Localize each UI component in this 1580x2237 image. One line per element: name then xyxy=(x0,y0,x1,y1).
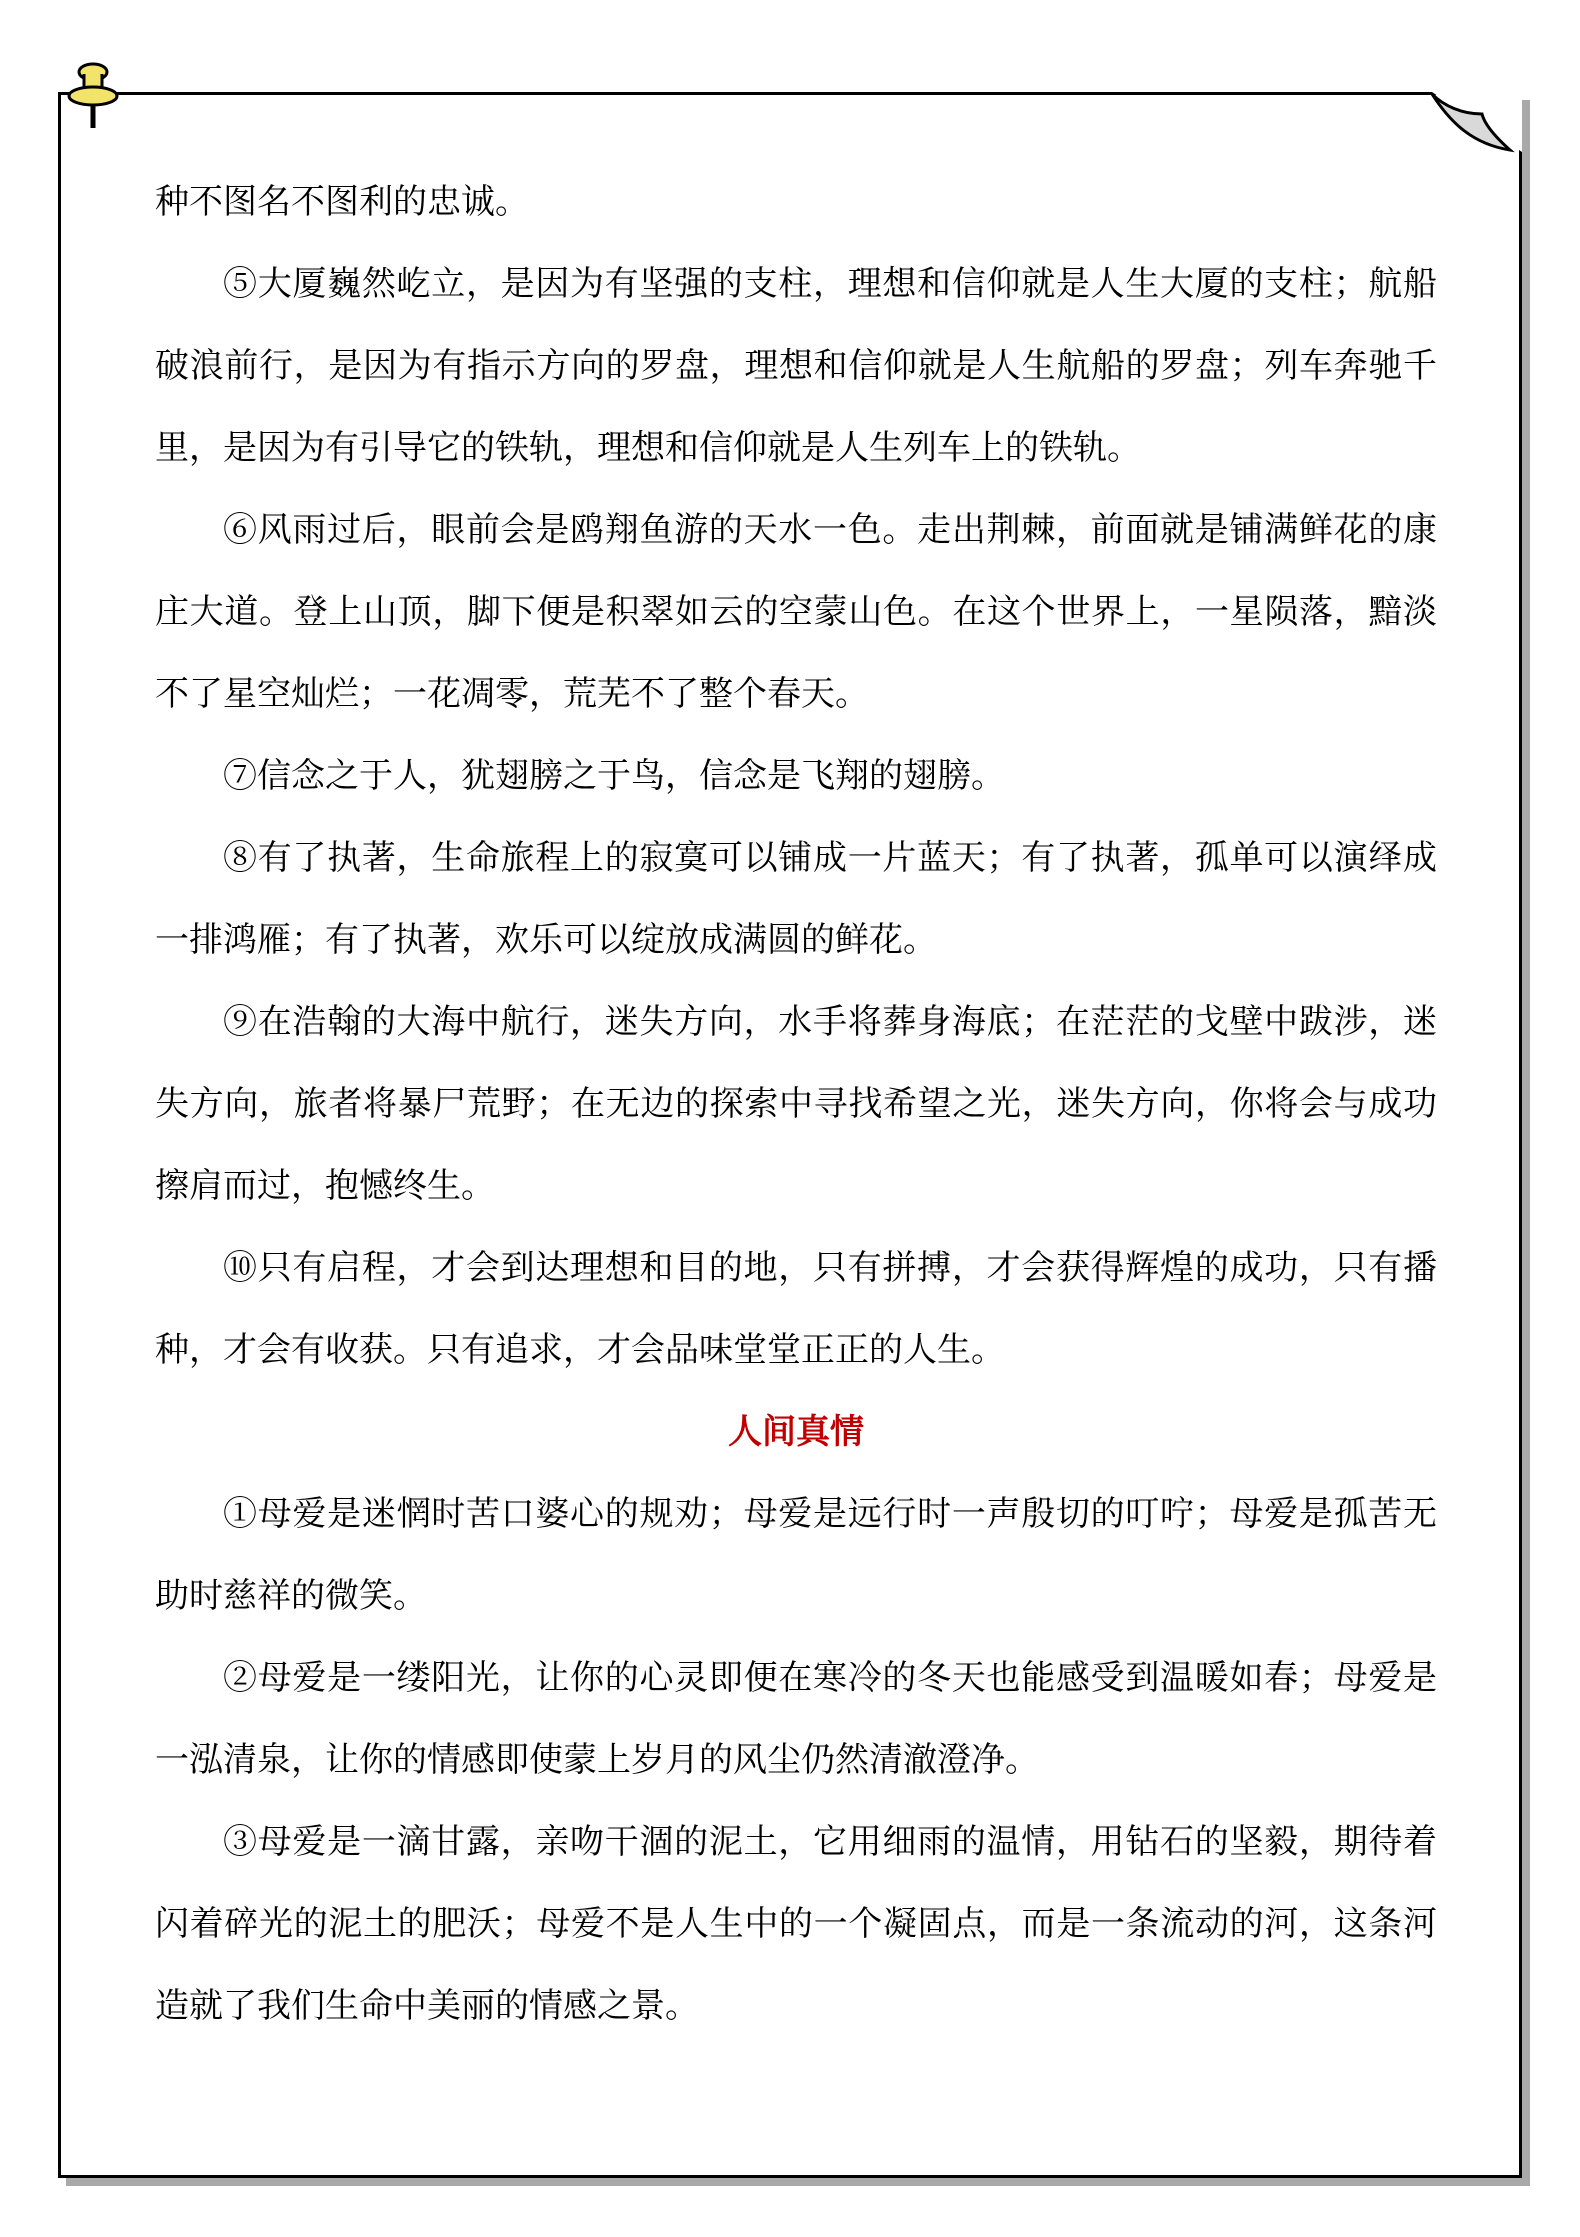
paragraph-mother-1: ①母爱是迷惘时苦口婆心的规劝；母爱是远行时一声殷切的叮咛；母爱是孤苦无助时慈祥的微笑。 xyxy=(155,1494,1437,1616)
paragraph-5: ⑤大厦巍然屹立，是因为有坚强的支柱，理想和信仰就是人生大厦的支柱；航船破浪前行，是因为有指示方向的罗盘，理想和信仰就是人生航船的罗盘；列车奔驰千里，是因为有引导它的铁轨，理想和信仰就是人生列车上的铁轨。 xyxy=(155,264,1437,468)
section-title: 人间真情 xyxy=(728,1412,864,1452)
paragraph-8: ⑧有了执著，生命旅程上的寂寞可以铺成一片蓝天；有了执著，孤单可以演绎成一排鸿雁；有了执著，欢乐可以绽放成满圆的鲜花。 xyxy=(155,838,1437,960)
document-page xyxy=(58,92,1522,2178)
paragraph-mother-2: ②母爱是一缕阳光，让你的心灵即便在寒冷的冬天也能感受到温暖如春；母爱是一泓清泉，让你的情感即使蒙上岁月的风尘仍然清澈澄净。 xyxy=(155,1658,1437,1780)
pushpin-icon xyxy=(60,60,120,140)
paragraph-9: ⑨在浩翰的大海中航行，迷失方向，水手将葬身海底；在茫茫的戈壁中跋涉，迷失方向，旅者将暴尸荒野；在无边的探索中寻找希望之光，迷失方向，你将会与成功擦肩而过，抱憾终生。 xyxy=(155,1002,1437,1206)
document-body xyxy=(155,161,1437,2047)
paragraph-6: ⑥风雨过后，眼前会是鸥翔鱼游的天水一色。走出荆棘，前面就是铺满鲜花的康庄大道。登上山顶，脚下便是积翠如云的空蒙山色。在这个世界上，一星陨落，黯淡不了星空灿烂；一花凋零，荒芜不了整个春天。 xyxy=(155,510,1437,714)
page-curl-icon xyxy=(1432,92,1522,152)
paragraph-continuation: 种不图名不图利的忠诚。 xyxy=(155,182,529,222)
paragraph-mother-3: ③母爱是一滴甘露，亲吻干涸的泥土，它用细雨的温情，用钻石的坚毅，期待着闪着碎光的泥土的肥沃；母爱不是人生中的一个凝固点，而是一条流动的河，这条河造就了我们生命中美丽的情感之景。 xyxy=(155,1822,1437,2026)
paragraph-10: ⑩只有启程，才会到达理想和目的地，只有拼搏，才会获得辉煌的成功，只有播种，才会有收获。只有追求，才会品味堂堂正正的人生。 xyxy=(155,1248,1437,1370)
paragraph-7: ⑦信念之于人，犹翅膀之于鸟，信念是飞翔的翅膀。 xyxy=(223,756,1005,796)
